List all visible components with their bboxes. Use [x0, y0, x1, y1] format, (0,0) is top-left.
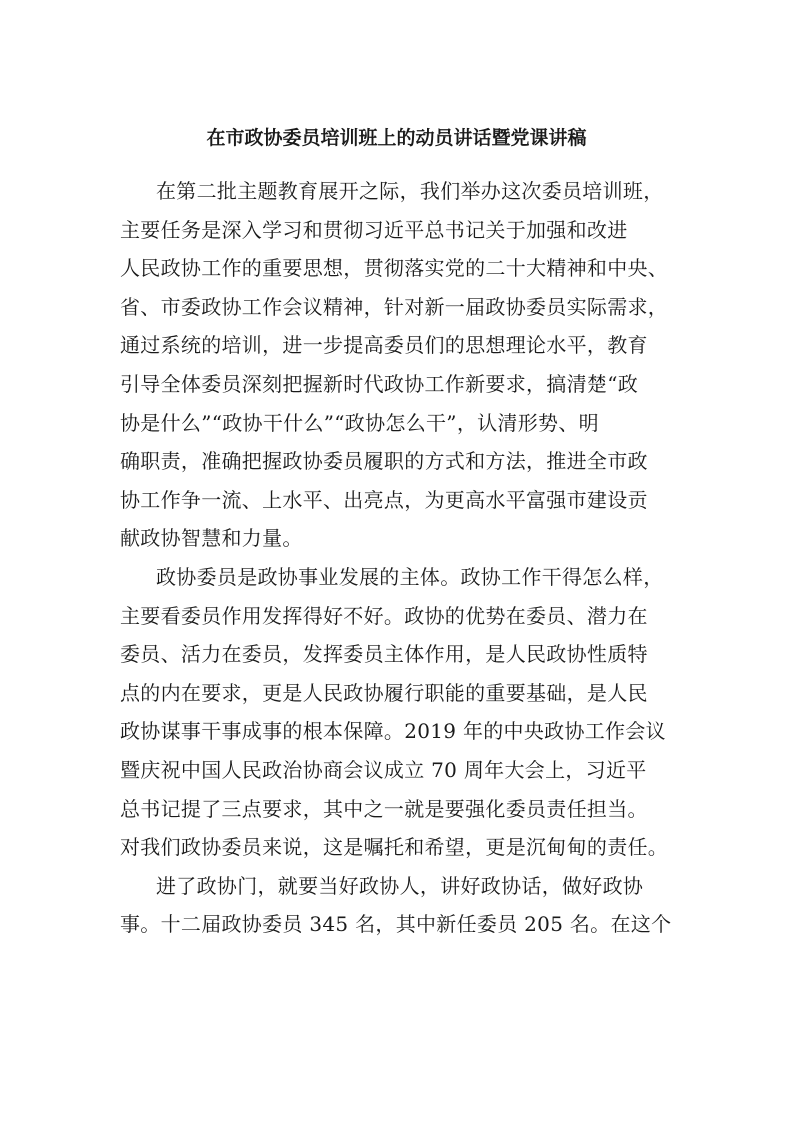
paragraph-2 [120, 558, 680, 867]
paragraph-line: 对我们政协委员来说，这是嘱托和希望，更是沉甸甸的责任。 [120, 835, 669, 860]
paragraph-3 [120, 867, 680, 944]
document-title: 在市政协委员培训班上的动员讲话暨党课讲稿 [206, 127, 587, 149]
paragraph-line: 委员、活力在委员，发挥委员主体作用，是人民政协性质特 [120, 642, 648, 667]
paragraph-line: 协是什么”“政协干什么”“政协怎么干”，认清形势、明 [120, 410, 599, 435]
paragraph-line: 总书记提了三点要求，其中之一就是要强化委员责任担当。 [120, 796, 648, 821]
paragraph-1 [120, 172, 680, 558]
paragraph-line: 政协委员是政协事业发展的主体。政协工作干得怎么样， [156, 564, 664, 589]
paragraph-line: 政协谋事干事成事的根本保障。2019 年的中央政协工作会议 [120, 719, 666, 744]
paragraph-line: 引导全体委员深刻把握新时代政协工作新要求，搞清楚“政 [120, 371, 639, 396]
paragraph-line: 点的内在要求，更是人民政协履行职能的重要基础，是人民 [120, 680, 648, 705]
paragraph-line: 在第二批主题教育展开之际，我们举办这次委员培训班， [156, 179, 664, 203]
paragraph-line: 进了政协门，就要当好政协人，讲好政协话，做好政协 [156, 873, 644, 898]
paragraph-line: 协工作争一流、上水平、出亮点，为更高水平富强市建设贡 [120, 487, 648, 512]
paragraph-line: 主要任务是深入学习和贯彻习近平总书记关于加强和改进 [120, 217, 628, 242]
document-body [120, 172, 680, 944]
paragraph-line: 人民政协工作的重要思想，贯彻落实党的二十大精神和中央、 [120, 256, 669, 281]
paragraph-line: 主要看委员作用发挥得好不好。政协的优势在委员、潜力在 [120, 603, 648, 628]
paragraph-line: 献政协智慧和力量。 [120, 526, 303, 551]
paragraph-line: 事。十二届政协委员 345 名，其中新任委员 205 名。在这个 [120, 912, 672, 937]
paragraph-line: 省、市委政协工作会议精神，针对新一届政协委员实际需求， [120, 294, 669, 319]
paragraph-line: 通过系统的培训，进一步提高委员们的思想理论水平，教育 [120, 333, 648, 358]
paragraph-line: 暨庆祝中国人民政治协商会议成立 70 周年大会上，习近平 [120, 757, 647, 782]
paragraph-line: 确职责，准确把握政协委员履职的方式和方法，推进全市政 [120, 449, 648, 474]
